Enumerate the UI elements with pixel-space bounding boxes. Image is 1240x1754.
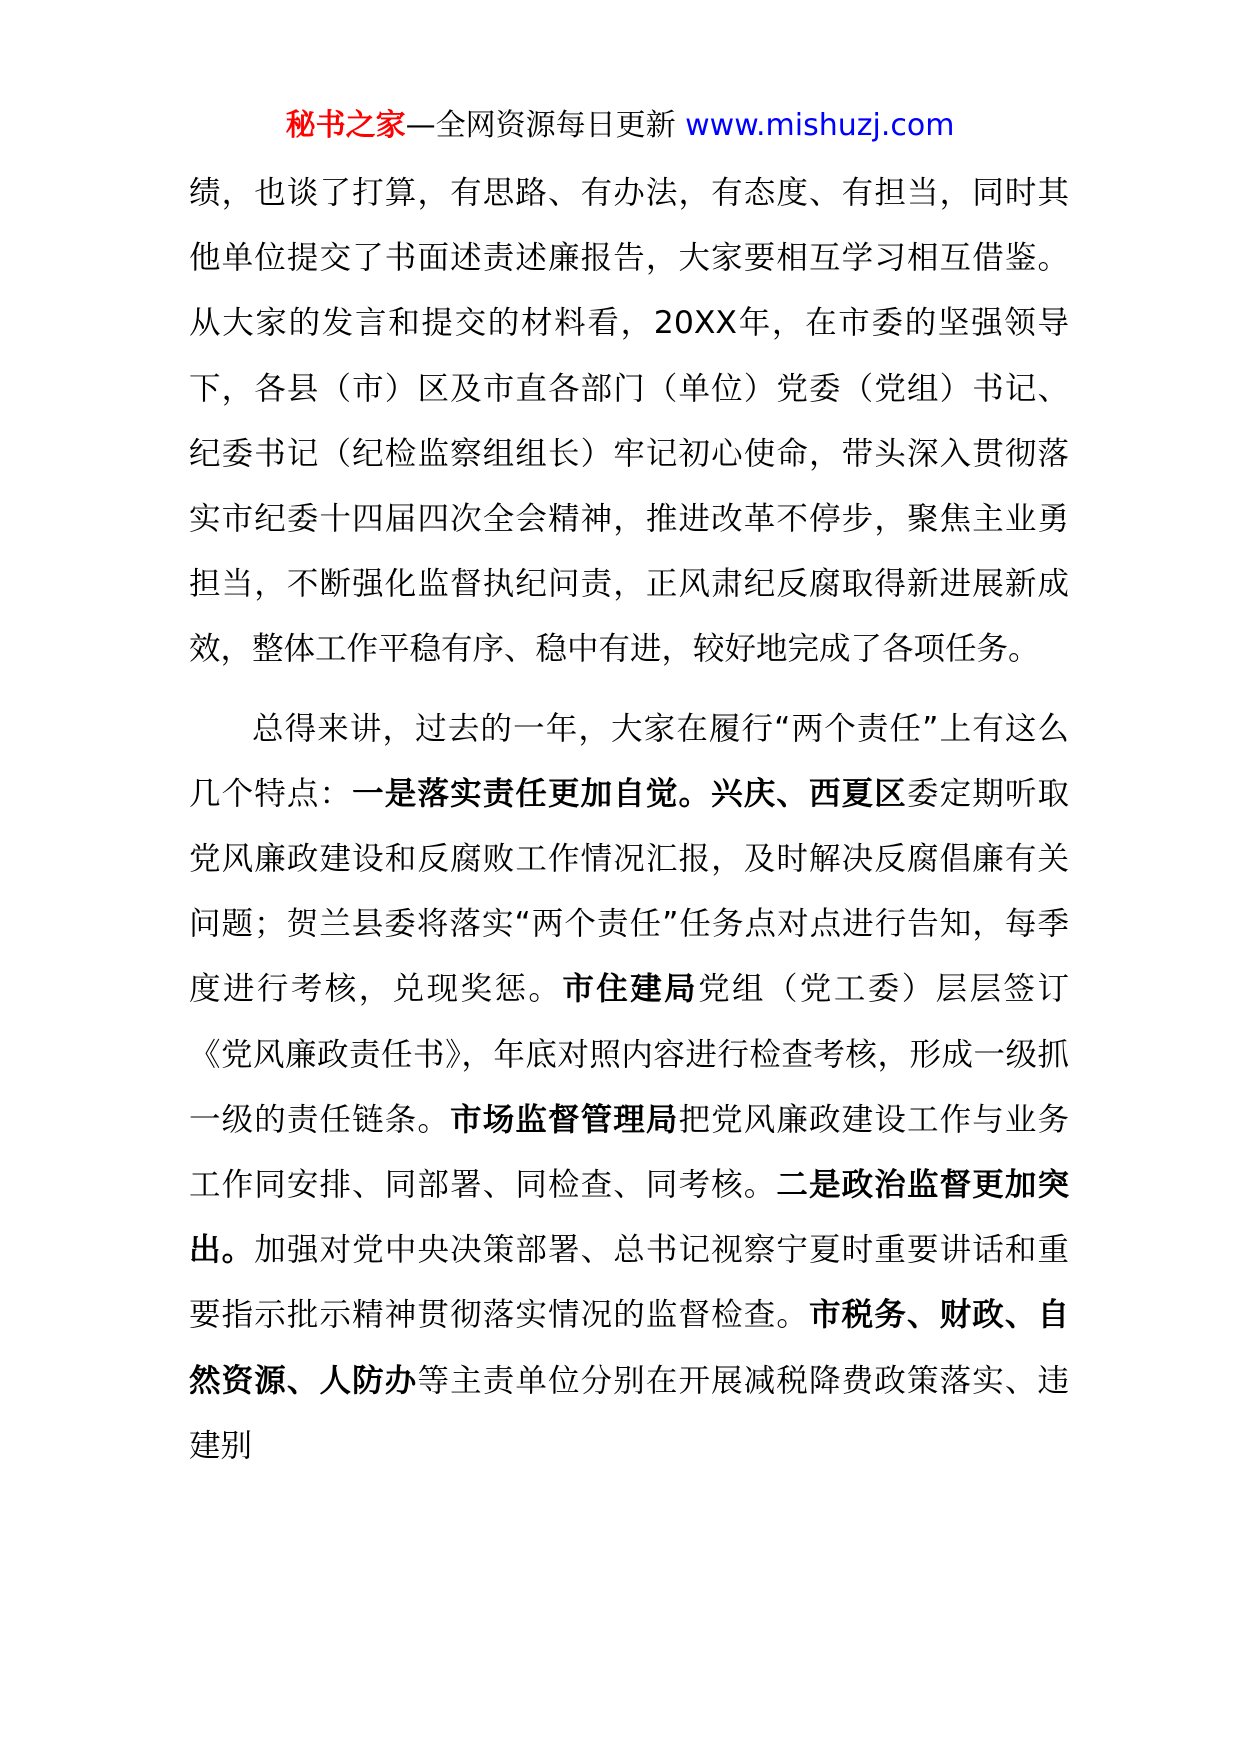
p2-org-name: 市税务、财政、自然资源、人防办 (189, 1297, 1069, 1399)
p2-text: 党组（党工委）层层签订《党风廉政责任书》，年底对照内容进行检查考核，形成一级抓一级的责任链条。 (189, 971, 1069, 1138)
p2-org-name: 市场监督管理局 (450, 1101, 679, 1138)
site-url-link[interactable]: www.mishuzj.com (685, 108, 955, 143)
p2-text: 等主责单位分别在开展减税降费政策落实、违建别 (189, 1362, 1069, 1464)
paragraph-1: 绩，也谈了打算，有思路、有办法，有态度、有担当，同时其他单位提交了书面述责述廉报告，大家要相互学习相互借鉴。从大家的发言和提交的材料看，20XX年，在市委的坚强领导下，各县（市）区及市直各部门（单位）党委（党组）书记、纪委书记（纪检监察组组长）牢记初心使命，带头深入贯彻落实市纪委十四届四次全会精神，推进改革不停步，聚焦主业勇担当，不断强化监督执纪问责，正风肃纪反腐取得新进展新成效，整体工作平稳有序、稳中有进，较好地完成了各项任务。 (189, 175, 1069, 668)
p2-text: 加强对党中央决策部署、总书记视察宁夏时重要讲话和重要指示批示精神贯彻落实情况的监督检查。 (189, 1232, 1069, 1334)
paragraph-2 (189, 697, 1069, 1479)
p2-intro-text: 总得来讲，过去的一年，大家在履行“两个责任”上有这么几个特点： (189, 710, 1069, 812)
p2-text: 把党风廉政建设工作与业务工作同安排、同部署、同检查、同考核。 (189, 1101, 1069, 1204)
brand-name: 秘书之家 (285, 108, 406, 143)
p2-point-one-heading: 一是落实责任更加自觉。兴庆、西夏区 (352, 775, 907, 812)
document-body (189, 161, 1069, 1479)
header-tagline: —全网资源每日更新 (405, 108, 676, 143)
p2-text: 委定期听取党风廉政建设和反腐败工作情况汇报，及时解决反腐倡廉有关问题；贺兰县委将落实“两个责任”任务点对点进行告知，每季度进行考核，兑现奖惩。 (189, 775, 1069, 1008)
p2-point-two-heading: 二是政治监督更加突出。 (189, 1167, 1069, 1269)
site-header (0, 104, 1240, 148)
p2-org-name: 市住建局 (562, 971, 699, 1008)
